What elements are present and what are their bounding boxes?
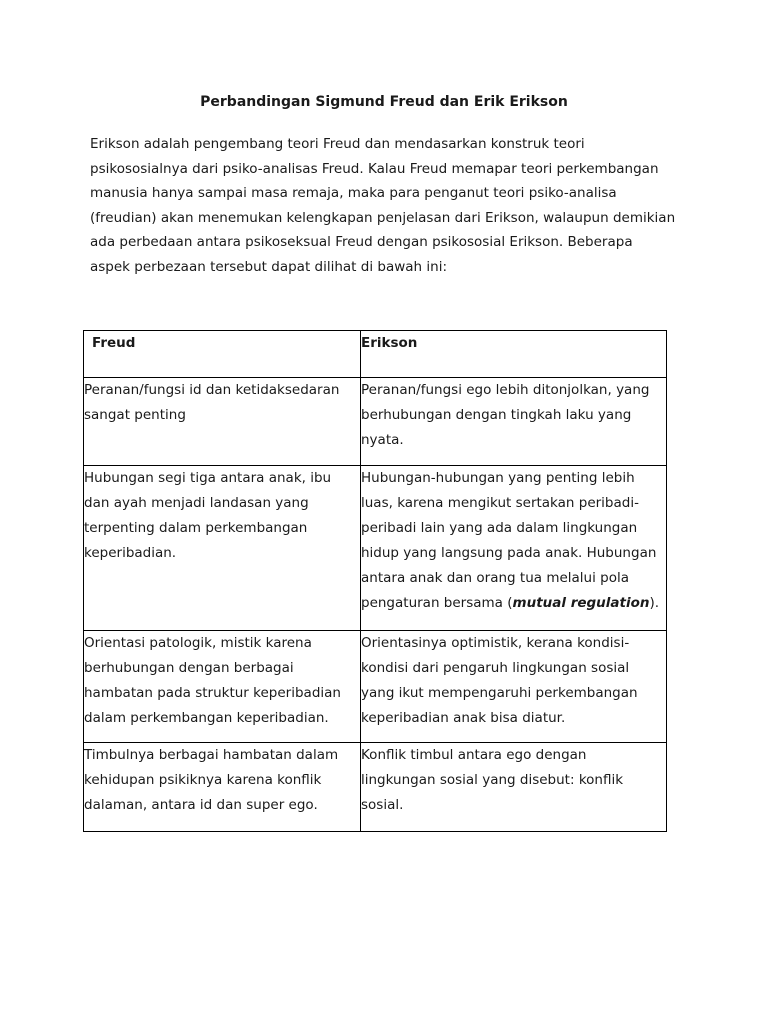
document-title: Perbandingan Sigmund Freud dan Erik Erikson xyxy=(200,94,568,110)
freud-cell: Timbulnya berbagai hambatan dalam kehidupan psikiknya karena konflik dalaman, antara id dan super ego. xyxy=(84,743,361,832)
header-erikson: Erikson xyxy=(361,331,667,378)
mutual-regulation-term: mutual regulation xyxy=(512,595,650,611)
intro-paragraph: Erikson adalah pengembang teori Freud dan mendasarkan konstruk teori psikososialnya dari psiko-analisas Freud. Kalau Freud memapar teori perkembangan manusia hanya sampai masa remaja, maka para penganut teori psiko-analisa (freudian) akan menemukan kelengkapan penjelasan dari Erikson, walaupun demikian ada perbedaan antara psikoseksual Freud dengan psikososial Erikson. Beberapa aspek perbezaan tersebut dapat dilihat di bawah ini: xyxy=(90,136,676,275)
freud-cell: Hubungan segi tiga antara anak, ibu dan ayah menjadi landasan yang terpenting dalam perkembangan keperibadian. xyxy=(84,466,361,631)
table-row xyxy=(84,378,667,466)
table-row xyxy=(84,631,667,743)
erikson-text: Hubungan-hubungan yang penting lebih luas, karena mengikut sertakan peribadi-peribadi lain yang ada dalam lingkungan hidup yang langsung pada anak. Hubungan antara anak dan orang tua melalui pola pengaturan bersama ( xyxy=(361,470,657,611)
table-row xyxy=(84,743,667,832)
erikson-cell: Peranan/fungsi ego lebih ditonjolkan, yang berhubungan dengan tingkah laku yang nyata. xyxy=(361,378,667,466)
header-freud: Freud xyxy=(84,331,361,378)
erikson-cell: Konflik timbul antara ego dengan lingkungan sosial yang disebut: konflik sosial. xyxy=(361,743,667,832)
freud-cell: Peranan/fungsi id dan ketidaksedaran sangat penting xyxy=(84,378,361,466)
erikson-text-end: ). xyxy=(649,595,660,611)
comparison-table xyxy=(83,330,667,832)
freud-cell: Orientasi patologik, mistik karena berhubungan dengan berbagai hambatan pada struktur keperibadian dalam perkembangan keperibadian. xyxy=(84,631,361,743)
erikson-cell: Orientasinya optimistik, kerana kondisi-kondisi dari pengaruh lingkungan sosial yang ikut mempengaruhi perkembangan keperibadian anak bisa diatur. xyxy=(361,631,667,743)
table-row xyxy=(84,466,667,631)
table-header-row xyxy=(84,331,667,378)
erikson-cell xyxy=(361,466,667,631)
